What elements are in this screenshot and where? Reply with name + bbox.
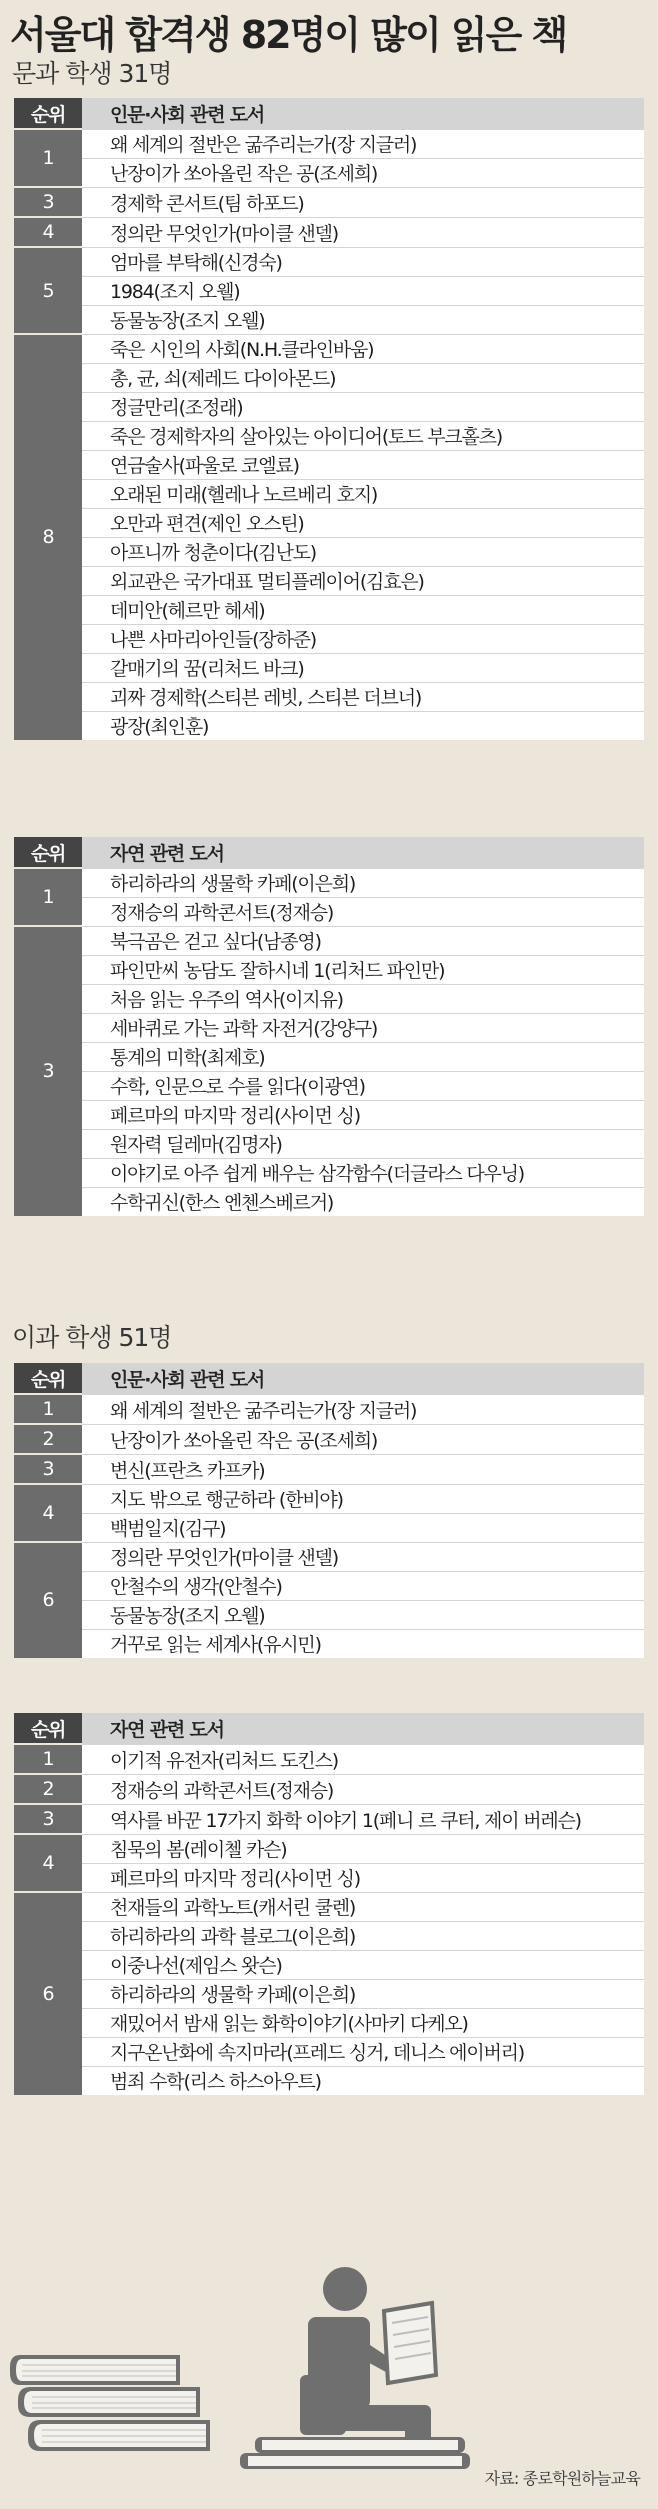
- book-title-cell: 외교관은 국가대표 멀티플레이어(김효은): [82, 566, 644, 595]
- book-title-cell: 오래된 미래(헬레나 노르베리 호지): [82, 479, 644, 508]
- table-row: [14, 421, 644, 450]
- book-title-cell: 파인만씨 농담도 잘하시네 1(리처드 파인만): [82, 955, 644, 984]
- table-row: [14, 1129, 644, 1158]
- book-title-cell: 수학, 인문으로 수를 읽다(이광연): [82, 1071, 644, 1100]
- rank-cell: 6: [14, 1892, 82, 2095]
- book-title-cell: 나쁜 사마리아인들(장하준): [82, 624, 644, 653]
- table-row: [14, 1071, 644, 1100]
- book-title-cell: 정재승의 과학콘서트(정재승): [82, 897, 644, 926]
- book-title-cell: 정재승의 과학콘서트(정재승): [82, 1774, 644, 1804]
- book-table-humanities-science: [14, 837, 644, 1216]
- book-title-cell: 재밌어서 밤새 읽는 화학이야기(사마키 다케오): [82, 2008, 644, 2037]
- book-title-cell: 처음 읽는 우주의 역사(이지유): [82, 984, 644, 1013]
- book-title-cell: 죽은 경제학자의 살아있는 아이디어(토드 부크홀츠): [82, 421, 644, 450]
- table-header-row: [14, 837, 644, 868]
- table-row: [14, 1629, 644, 1658]
- book-table-humanities-social: [14, 98, 644, 740]
- book-title-cell: 1984(조지 오웰): [82, 276, 644, 305]
- book-title-cell: 경제학 콘서트(팀 하포드): [82, 187, 644, 217]
- table-row: [14, 1804, 644, 1834]
- rank-cell: 2: [14, 1774, 82, 1804]
- book-title-cell: 하리하라의 생물학 카페(이은희): [82, 868, 644, 897]
- rank-column-header: 순위: [14, 837, 82, 868]
- table-row: [14, 305, 644, 334]
- category-header: 자연 관련 도서: [82, 1713, 644, 1744]
- table-row: [14, 595, 644, 624]
- book-title-cell: 동물농장(조지 오웰): [82, 305, 644, 334]
- book-title-cell: 광장(최인훈): [82, 711, 644, 740]
- table-row: [14, 1187, 644, 1216]
- book-title-cell: 안철수의 생각(안철수): [82, 1571, 644, 1600]
- book-title-cell: 페르마의 마지막 정리(사이먼 싱): [82, 1100, 644, 1129]
- rank-cell: 3: [14, 1804, 82, 1834]
- book-title-cell: 하리하라의 생물학 카페(이은희): [82, 1979, 644, 2008]
- book-title-cell: 난장이가 쏘아올린 작은 공(조세희): [82, 158, 644, 187]
- book-title-cell: 변신(프란츠 카프카): [82, 1454, 644, 1484]
- table-row: [14, 450, 644, 479]
- table-row: [14, 1979, 644, 2008]
- table-row: [14, 2066, 644, 2095]
- rank-cell: 4: [14, 1484, 82, 1542]
- table-row: [14, 682, 644, 711]
- rank-cell: 1: [14, 129, 82, 187]
- rank-column-header: 순위: [14, 98, 82, 129]
- table-row: [14, 984, 644, 1013]
- table-row: [14, 1863, 644, 1892]
- category-header: 인문·사회 관련 도서: [82, 98, 644, 129]
- section-heading-science: 이과 학생 51명: [12, 1323, 172, 1352]
- rank-cell: 4: [14, 217, 82, 247]
- book-title-cell: 왜 세계의 절반은 굶주리는가(장 지글러): [82, 1394, 644, 1424]
- table-row: [14, 1774, 644, 1804]
- table-row: [14, 955, 644, 984]
- table-row: [14, 1892, 644, 1921]
- table-row: [14, 1744, 644, 1774]
- book-title-cell: 괴짜 경제학(스티븐 레빗, 스티븐 더브너): [82, 682, 644, 711]
- book-title-cell: 페르마의 마지막 정리(사이먼 싱): [82, 1863, 644, 1892]
- reading-person-on-books-illustration: [0, 2255, 658, 2470]
- table-row: [14, 1484, 644, 1513]
- table-row: [14, 868, 644, 897]
- table-row: [14, 1424, 644, 1454]
- book-title-cell: 오만과 편견(제인 오스틴): [82, 508, 644, 537]
- table-row: [14, 2037, 644, 2066]
- table-row: [14, 363, 644, 392]
- table-row: [14, 1394, 644, 1424]
- book-title-cell: 갈매기의 꿈(리처드 바크): [82, 653, 644, 682]
- book-title-cell: 지도 밖으로 행군하라 (한비야): [82, 1484, 644, 1513]
- rank-cell: 3: [14, 187, 82, 217]
- book-stack-icon: [10, 2355, 210, 2451]
- book-title-cell: 엄마를 부탁해(신경숙): [82, 247, 644, 276]
- table-row: [14, 2008, 644, 2037]
- book-title-cell: 아프니까 청춘이다(김난도): [82, 537, 644, 566]
- rank-cell: 3: [14, 926, 82, 1216]
- table-row: [14, 129, 644, 158]
- section-heading-humanities: 문과 학생 31명: [12, 59, 172, 88]
- rank-cell: 3: [14, 1454, 82, 1484]
- reading-person-icon: [300, 2267, 436, 2447]
- book-title-cell: 데미안(헤르만 헤세): [82, 595, 644, 624]
- source-credit: 자료: 종로학원하늘교육: [484, 2469, 640, 2488]
- book-title-cell: 지구온난화에 속지마라(프레드 싱거, 데니스 에이버리): [82, 2037, 644, 2066]
- rank-column-header: 순위: [14, 1363, 82, 1394]
- book-title-cell: 세바퀴로 가는 과학 자전거(강양구): [82, 1013, 644, 1042]
- table-row: [14, 1100, 644, 1129]
- book-title-cell: 원자력 딜레마(김명자): [82, 1129, 644, 1158]
- book-title-cell: 이기적 유전자(리처드 도킨스): [82, 1744, 644, 1774]
- book-title-cell: 죽은 시인의 사회(N.H.클라인바움): [82, 334, 644, 363]
- book-title-cell: 연금술사(파울로 코엘료): [82, 450, 644, 479]
- rank-cell: 5: [14, 247, 82, 334]
- book-title-cell: 천재들의 과학노트(캐서린 쿨렌): [82, 1892, 644, 1921]
- table-row: [14, 624, 644, 653]
- rank-cell: 6: [14, 1542, 82, 1658]
- table-row: [14, 537, 644, 566]
- table-row: [14, 1600, 644, 1629]
- category-header: 자연 관련 도서: [82, 837, 644, 868]
- book-title-cell: 총, 균, 쇠(제레드 다이아몬드): [82, 363, 644, 392]
- table-row: [14, 217, 644, 247]
- book-table-science-science: [14, 1713, 644, 2095]
- table-row: [14, 926, 644, 955]
- rank-cell: 8: [14, 334, 82, 740]
- category-header: 인문·사회 관련 도서: [82, 1363, 644, 1394]
- table-row: [14, 247, 644, 276]
- rank-cell: 1: [14, 1394, 82, 1424]
- table-row: [14, 653, 644, 682]
- book-title-cell: 정의란 무엇인가(마이클 샌델): [82, 217, 644, 247]
- rank-cell: 4: [14, 1834, 82, 1892]
- page-title: 서울대 합격생 82명이 많이 읽은 책: [10, 13, 567, 57]
- book-title-cell: 동물농장(조지 오웰): [82, 1600, 644, 1629]
- table-row: [14, 1158, 644, 1187]
- book-title-cell: 하리하라의 과학 블로그(이은희): [82, 1921, 644, 1950]
- table-row: [14, 479, 644, 508]
- book-title-cell: 역사를 바꾼 17가지 화학 이야기 1(페니 르 쿠터, 제이 버레슨): [82, 1804, 644, 1834]
- table-row: [14, 1513, 644, 1542]
- table-row: [14, 392, 644, 421]
- book-table-science-social: [14, 1363, 644, 1658]
- book-title-cell: 백범일지(김구): [82, 1513, 644, 1542]
- table-row: [14, 1921, 644, 1950]
- book-title-cell: 통계의 미학(최제호): [82, 1042, 644, 1071]
- book-title-cell: 정글만리(조정래): [82, 392, 644, 421]
- book-title-cell: 침묵의 봄(레이첼 카슨): [82, 1834, 644, 1863]
- table-row: [14, 508, 644, 537]
- rank-cell: 1: [14, 868, 82, 926]
- table-row: [14, 711, 644, 740]
- book-title-cell: 이중나선(제임스 왓슨): [82, 1950, 644, 1979]
- book-title-cell: 북극곰은 걷고 싶다(남종영): [82, 926, 644, 955]
- book-title-cell: 정의란 무엇인가(마이클 샌델): [82, 1542, 644, 1571]
- table-row: [14, 334, 644, 363]
- table-row: [14, 566, 644, 595]
- table-row: [14, 276, 644, 305]
- table-row: [14, 158, 644, 187]
- table-row: [14, 897, 644, 926]
- book-title-cell: 난장이가 쏘아올린 작은 공(조세희): [82, 1424, 644, 1454]
- table-row: [14, 187, 644, 217]
- table-row: [14, 1542, 644, 1571]
- table-row: [14, 1950, 644, 1979]
- book-title-cell: 이야기로 아주 쉽게 배우는 삼각함수(더글라스 다우닝): [82, 1158, 644, 1187]
- table-row: [14, 1042, 644, 1071]
- table-row: [14, 1834, 644, 1863]
- book-title-cell: 거꾸로 읽는 세계사(유시민): [82, 1629, 644, 1658]
- book-title-cell: 범죄 수학(리스 하스아우트): [82, 2066, 644, 2095]
- table-header-row: [14, 1363, 644, 1394]
- rank-cell: 1: [14, 1744, 82, 1774]
- book-title-cell: 수학귀신(한스 엔첸스베르거): [82, 1187, 644, 1216]
- table-row: [14, 1571, 644, 1600]
- book-title-cell: 왜 세계의 절반은 굶주리는가(장 지글러): [82, 129, 644, 158]
- rank-cell: 2: [14, 1424, 82, 1454]
- table-header-row: [14, 1713, 644, 1744]
- small-book-stack-icon: [240, 2437, 470, 2469]
- table-row: [14, 1013, 644, 1042]
- table-header-row: [14, 98, 644, 129]
- table-row: [14, 1454, 644, 1484]
- rank-column-header: 순위: [14, 1713, 82, 1744]
